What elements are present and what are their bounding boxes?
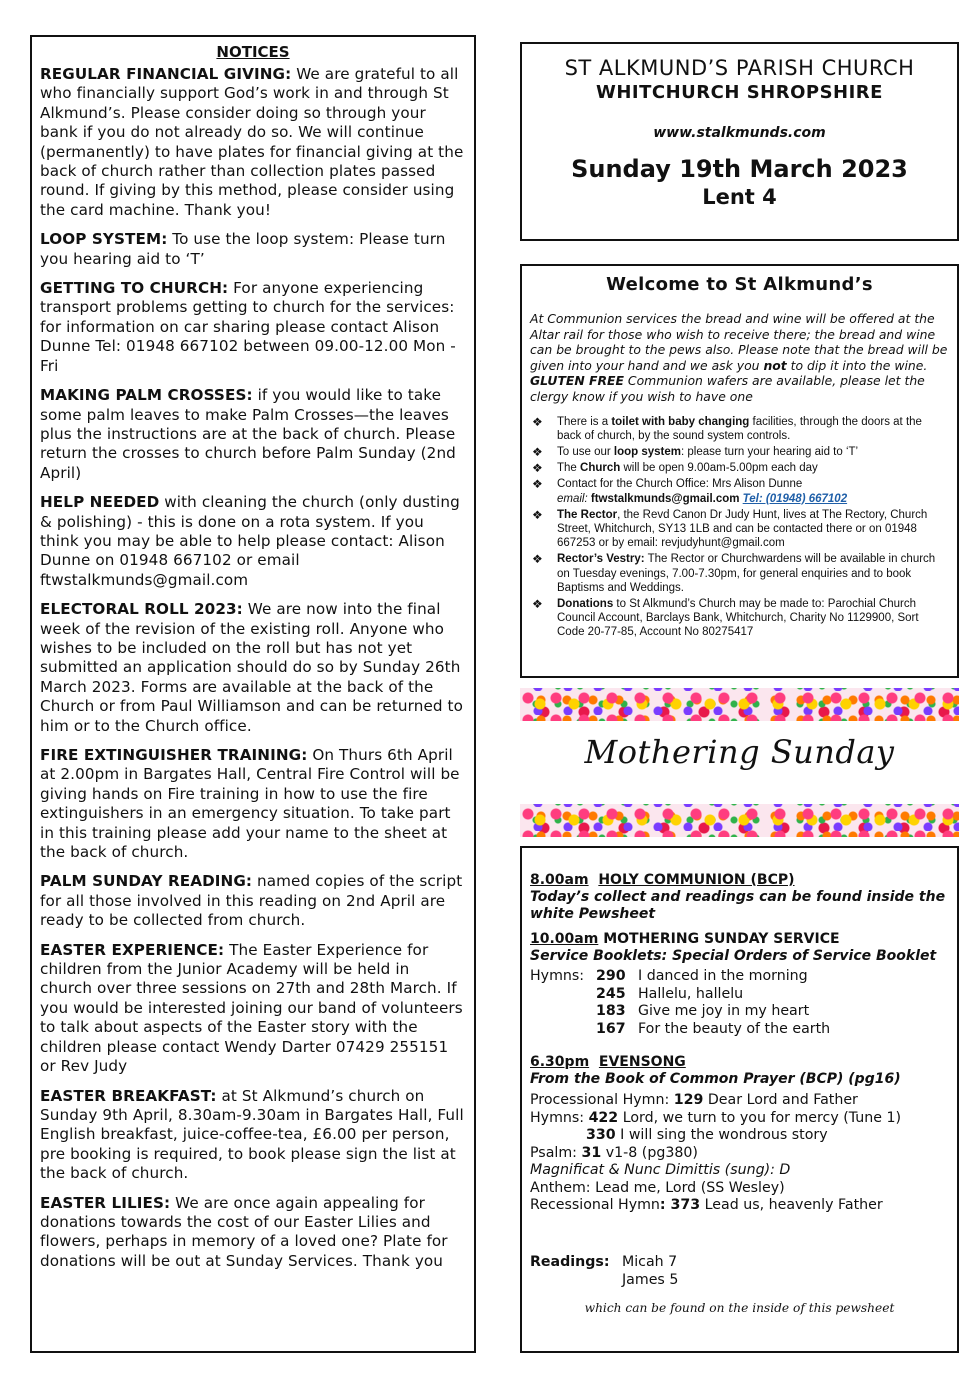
readings-list <box>622 1253 678 1289</box>
readings-footnote: which can be found on the inside of this pewsheet <box>584 1300 895 1315</box>
welcome-intro: At Communion services the bread and wine will be offered at the Altar rail for those who wish to receive there; the bread and wine can be brought to the pews also. Please note that the bread will be given into your hand and we ask you not to dip it into the wine. GLUTEN FREE Communion wafers are available, please let the clergy know if you wish to have one <box>530 311 948 404</box>
notice-item <box>40 493 466 590</box>
notice-item <box>40 279 466 376</box>
email-label: email: <box>557 492 591 505</box>
notice-title: EASTER LILIES: <box>40 1193 171 1212</box>
welcome-info-item: ❖ To use our loop system: please turn your hearing aid to ‘T’ <box>532 444 859 459</box>
church-header <box>520 42 959 241</box>
emphasis: Donations <box>557 598 614 610</box>
hymns-label: Hymns: <box>530 968 585 984</box>
emphasis: Rector’s Vestry: <box>557 553 645 566</box>
notice-text: We are once again appealing for donations towards the cost of our Easter Lilies and flowers, perhaps in memory of a loved one? Plate for donations will be out at Sunday Services. Thank you <box>40 1193 448 1270</box>
emphasis: The Rector <box>557 508 618 521</box>
notice-title: PALM SUNDAY READING: <box>40 872 253 891</box>
hymn-number: 290 <box>596 968 626 984</box>
notice-title: ELECTORAL ROLL 2023: <box>40 600 243 619</box>
hymns-label <box>530 1003 596 1021</box>
church-name: ST ALKMUND’S PARISH CHURCH <box>564 56 915 80</box>
emphasis: Church <box>580 462 621 475</box>
services-panel <box>520 846 959 1353</box>
notice-text: named copies of the script for all those involved in this reading on 2nd April are ready to be collected from church. <box>40 872 463 930</box>
emphasis: loop system <box>613 445 682 458</box>
notice-title: FIRE EXTINGUISHER TRAINING: <box>40 746 308 764</box>
notice-text: with cleaning the church (only dusting & polishing) - this is done on a rota system. If you think you may be able to help please contact: Alison Dunne on 01948 667102 or email ftwstalkmunds@gmail.com <box>40 493 460 589</box>
flower-banner-bottom <box>520 804 959 837</box>
notice-text: if you would like to take some palm leaves to make Palm Crosses—the leaves plus the instructions are at the back of church. Please return the crosses to church before Palm Sunday (2nd April) <box>40 386 456 482</box>
welcome-info-item: ❖ Donations to St Alkmund’s Church may be made to: Parochial Church Council Account, Barclays Bank, Whitchurch, Charity No 1129900, Sort Code 20-77-85, Account No 80275417 <box>532 597 919 639</box>
hymn-row <box>530 1003 949 1021</box>
church-website[interactable]: www.stalkmunds.com <box>653 125 826 141</box>
service-note: From the Book of Common Prayer (BCP) (pg16) <box>530 1071 901 1087</box>
evensong-line: Recessional Hymn: 373 Lead us, heavenly Father <box>530 1197 883 1213</box>
service-note: Today’s collect and readings can be found inside the white Pewsheet <box>530 889 946 922</box>
notices-heading: NOTICES <box>216 43 290 61</box>
evensong-order <box>530 1092 949 1215</box>
hymn-number: 31 <box>581 1144 602 1161</box>
service-holy-communion <box>530 872 949 923</box>
notice-item <box>40 746 466 862</box>
bullet-icon: ❖ <box>532 461 543 476</box>
bullet-icon: ❖ <box>532 507 543 522</box>
bullet-icon: ❖ <box>532 414 543 429</box>
notice-title: GETTING TO CHURCH: <box>40 279 229 298</box>
hymn-title: For the beauty of the earth <box>638 1020 831 1037</box>
hymn-number: 330 <box>586 1127 616 1143</box>
evensong-line: 330 I will sing the wondrous story <box>586 1127 828 1143</box>
canticles: Magnificat & Nunc Dimittis (sung): D <box>530 1162 791 1178</box>
welcome-panel <box>520 264 959 678</box>
hymn-number: 129 <box>673 1092 704 1108</box>
bullet-icon: ❖ <box>532 477 543 492</box>
notice-text: To use the loop system: Please turn you hearing aid to ‘T’ <box>40 230 446 268</box>
notice-item <box>40 1194 466 1272</box>
notice-text: For anyone experiencing transport problems getting to church for the services: for information on car sharing please contact Alison Dunne Tel: 01948 667102 between 09.00-12.00 Mon -Fri <box>40 279 456 375</box>
notice-item <box>40 230 466 269</box>
notice-text: at St Alkmund’s church on Sunday 9th April, 8.30am-9.30am in Bargates Hall, Full English breakfast, juice-coffee-tea, £6.00 per person, pre booking is required, to book please sign the list at the back of church. <box>40 1086 464 1183</box>
evensong-line <box>530 1162 949 1180</box>
welcome-info-item: ❖ Contact for the Church Office: Mrs Alison Dunne email: ftwstalkmunds@gmail.com Tel: (01948) 667102 <box>532 477 848 505</box>
notice-text: The Easter Experience for children from the Junior Academy will be held in church over three sessions on 27th and 28th March. If you would be interested joining our band of volunteers to talk about aspects of the Easter story with the children please contact Wendy Darter 07429 255151 or Rev Judy <box>40 940 463 1076</box>
service-name: EVENSONG <box>598 1054 686 1070</box>
service-mothering-sunday <box>530 931 949 1038</box>
notice-item <box>40 386 466 483</box>
office-email[interactable]: ftwstalkmunds@gmail.com <box>590 492 743 505</box>
notice-item <box>40 941 466 1077</box>
hymn-number: 422 <box>588 1109 619 1126</box>
evensong-line: Processional Hymn: 129 Dear Lord and Father <box>530 1092 858 1108</box>
hymn-list <box>530 968 949 1038</box>
readings <box>530 1253 949 1289</box>
welcome-title: Welcome to St Alkmund’s <box>606 274 873 295</box>
emphasis: toilet with baby changing <box>611 415 750 428</box>
hymn-title: Hallelu, hallelu <box>638 985 744 1002</box>
notice-title: REGULAR FINANCIAL GIVING: <box>40 65 292 83</box>
service-note: Service Booklets: Special Orders of Service Booklet <box>530 948 937 964</box>
hymn-number: : 373 <box>659 1197 701 1213</box>
mothering-sunday-title: Mothering Sunday <box>584 733 895 771</box>
service-time: 6.30pm <box>530 1054 590 1070</box>
hymns-label <box>530 1021 596 1039</box>
notice-item <box>40 600 466 736</box>
hymn-row <box>530 968 949 986</box>
liturgical-season: Lent 4 <box>702 185 777 209</box>
flower-banner-top <box>520 688 959 721</box>
reading-item: Micah 7 <box>622 1253 678 1270</box>
hymn-row <box>530 1021 949 1039</box>
church-town: WHITCHURCH SHROPSHIRE <box>596 82 883 103</box>
service-name: HOLY COMMUNION (BCP) <box>598 872 795 888</box>
office-phone-link[interactable]: Tel: (01948) 667102 <box>742 492 848 505</box>
evensong-line: Hymns: 422 Lord, we turn to you for mercy (Tune 1) <box>530 1109 902 1126</box>
hymn-row <box>530 986 949 1004</box>
notices-panel <box>30 35 476 1353</box>
welcome-info-item: ❖ There is a toilet with baby changing facilities, through the doors at the back of church, by the sound system controls. <box>532 414 922 442</box>
evensong-line: Psalm: 31 v1-8 (pg380) <box>530 1144 698 1161</box>
bullet-icon: ❖ <box>532 552 543 567</box>
notice-item <box>40 1087 466 1184</box>
hymn-title: Give me joy in my heart <box>638 1003 810 1019</box>
welcome-info-item: ❖ The Church will be open 9.00am-5.00pm each day <box>532 461 818 476</box>
notice-title: HELP NEEDED <box>40 493 160 512</box>
service-time: 10.00am <box>530 931 599 947</box>
notice-title: LOOP SYSTEM: <box>40 230 168 249</box>
notice-item <box>40 872 466 930</box>
bullet-icon: ❖ <box>532 597 543 611</box>
welcome-info-list <box>530 415 949 640</box>
evensong-line: Anthem: Lead me, Lord (SS Wesley) <box>530 1179 785 1196</box>
notice-title: EASTER BREAKFAST: <box>40 1086 217 1105</box>
service-evensong <box>530 1054 949 1215</box>
hymn-number: 183 <box>596 1003 626 1019</box>
notice-title: MAKING PALM CROSSES: <box>40 386 253 405</box>
welcome-info-item: ❖ The Rector, the Revd Canon Dr Judy Hunt, lives at The Rectory, Church Street, Whitchurch, SY13 1LB and can be contacted there or on 01948 667253 or by email: revjudyhunt@gmail.com <box>532 507 928 550</box>
service-name: MOTHERING SUNDAY SERVICE <box>603 931 840 947</box>
hymn-number: 167 <box>596 1020 626 1037</box>
service-date: Sunday 19th March 2023 <box>571 155 908 183</box>
hymn-number: 245 <box>596 985 626 1002</box>
service-time: 8.00am <box>530 872 589 888</box>
readings-label: Readings: <box>530 1253 610 1270</box>
bullet-icon: ❖ <box>532 444 543 459</box>
hymn-title: I danced in the morning <box>638 968 808 984</box>
hymns-label <box>530 986 596 1004</box>
notice-item <box>40 65 466 220</box>
notice-text: We are now into the final week of the revision of the existing roll. Anyone who wishes to be included on the roll but has not yet submitted an application should do so by Sunday 26th March 2023. Forms are available at the back of the Church or from Paul Williamson and can be returned to him or to the Church office. <box>40 600 463 735</box>
notices-list <box>40 65 466 1271</box>
reading-item: James 5 <box>622 1271 679 1288</box>
notice-text: On Thurs 6th April at 2.00pm in Bargates Hall, Central Fire Control will be giving hands on Fire training in how to use the fire extinguishers in an emergency situation. To take part in this training please add your name to the sheet at the back of church. <box>40 746 460 862</box>
notice-title: EASTER EXPERIENCE: <box>40 940 225 959</box>
notice-text: We are grateful to all who financially support God’s work in and through St Alkmund’s. Please consider doing so through your bank if you do not already do so. We will continue (permanently) to have plates for financial giving at the back of church rather than collection plates passed round. If giving by this method, please consider using the card machine. Thank you! <box>40 65 464 219</box>
welcome-info-item: ❖ Rector’s Vestry: The Rector or Churchwardens will be available in church on Tuesday evenings, 7.00-7.30pm, for general enquiries and to book Baptisms and Weddings. <box>532 552 936 594</box>
